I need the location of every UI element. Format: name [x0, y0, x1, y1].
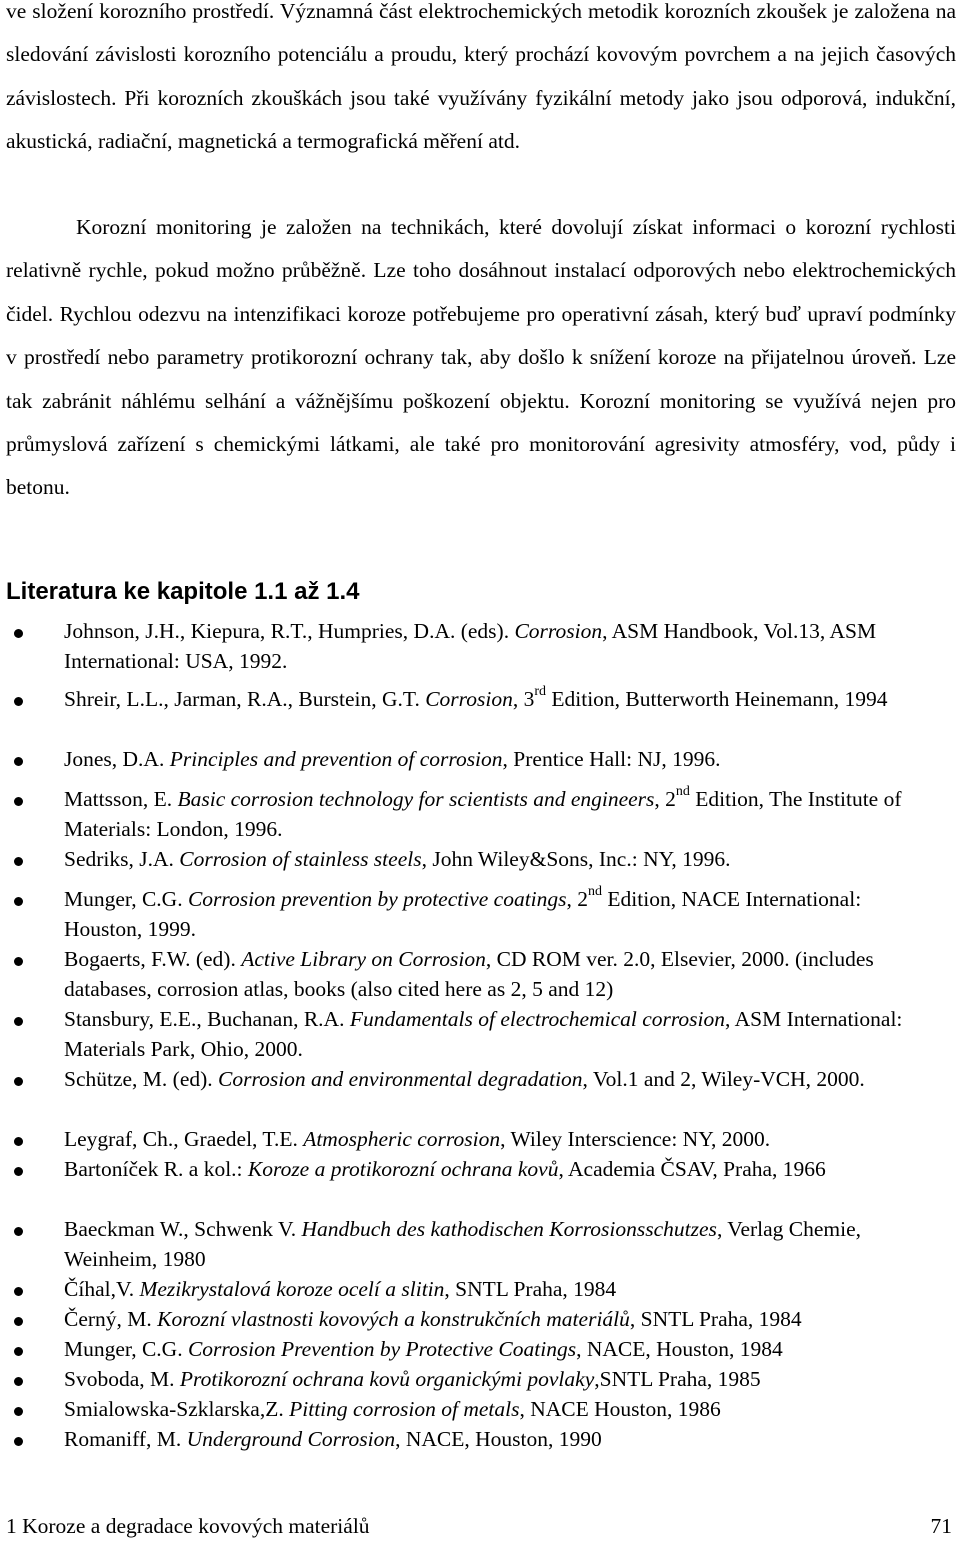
reference-title: Koroze a protikorozní ochrana kovů [247, 1157, 559, 1181]
reference-text [64, 1155, 934, 1185]
bullet-icon [14, 1437, 23, 1446]
reference-text [64, 945, 934, 1004]
reference-title: Corrosion Prevention by Protective Coatings [187, 1337, 577, 1361]
reference-authors: Schütze, M. (ed). [64, 1067, 219, 1091]
reference-authors: Bartoníček R. a kol.: [64, 1157, 248, 1181]
reference-authors: Shreir, L.L., Jarman, R.A., Burstein, G.T. [64, 687, 426, 711]
reference-title: Principles and prevention of corrosion [169, 747, 503, 771]
reference-authors: Mattsson, E. [64, 787, 178, 811]
reference-text [64, 1365, 934, 1395]
reference-authors: Bogaerts, F.W. (ed). [64, 947, 242, 971]
reference-details: , ASM Handbook, Vol.13, ASM International: USA, 1992. [64, 619, 877, 673]
reference-text [64, 1005, 934, 1064]
reference-authors: Baeckman W., Schwenk V. [64, 1217, 302, 1241]
reference-details: Edition, Butterworth Heinemann, 1994 [546, 687, 888, 711]
reference-text [64, 845, 934, 875]
reference-title: Corrosion and environmental degradation [218, 1067, 583, 1091]
reference-details: , Vol.1 and 2, Wiley-VCH, 2000. [582, 1067, 865, 1091]
reference-title: Basic corrosion technology for scientists and engineers [177, 787, 655, 811]
footer-chapter-title: 1 Koroze a degradace kovových materiálů [6, 1514, 370, 1538]
bullet-icon [14, 797, 23, 806]
reference-details: Edition, The Institute of Materials: London, 1996. [64, 787, 902, 841]
reference-text [64, 685, 934, 715]
ordinal-suffix: rd [534, 683, 546, 699]
reference-details: ,SNTL Praha, 1985 [594, 1367, 761, 1391]
reference-title: Protikorozní ochrana kovů organickými povlaky [179, 1367, 595, 1391]
reference-title: Corrosion of stainless steels [179, 847, 422, 871]
reference-authors: Romaniff, M. [64, 1427, 187, 1451]
bullet-icon [14, 897, 23, 906]
reference-details: , 3 [512, 687, 535, 711]
reference-title: Active Library on Corrosion [241, 947, 486, 971]
reference-text [64, 1215, 934, 1274]
reference-text [64, 1395, 934, 1425]
bullet-icon [14, 757, 23, 766]
body-paragraph: ve složení korozního prostředí. Významná část elektrochemických metodik korozních zkoušek je založena na sledování závislosti korozního potenciálu a proudu, který prochází kovovým povrchem a na jejich časových závislostech. Při korozních zkouškách jsou také využívány fyzikální metody jako jsou odporová, indukční, akustická, radiační, magnetická a termografická měření atd. [6, 0, 956, 154]
reference-authors: Smialowska-Szklarska,Z. [64, 1397, 290, 1421]
reference-title: Corrosion [425, 687, 513, 711]
bullet-icon [14, 1347, 23, 1356]
page-number: 71 [930, 1514, 952, 1538]
reference-title: Fundamentals of electrochemical corrosion [349, 1007, 726, 1031]
reference-authors: Svoboda, M. [64, 1367, 180, 1391]
reference-text [64, 617, 934, 676]
bullet-icon [14, 1077, 23, 1086]
reference-title: Atmospheric corrosion [303, 1127, 501, 1151]
reference-details: , Verlag Chemie, Weinheim, 1980 [64, 1217, 862, 1271]
bullet-icon [14, 1167, 23, 1176]
reference-details: , John Wiley&Sons, Inc.: NY, 1996. [421, 847, 731, 871]
reference-text [64, 1065, 934, 1095]
reference-authors: Černý, M. [64, 1307, 158, 1331]
reference-text [64, 1125, 934, 1155]
reference-authors: Munger, C.G. [64, 887, 188, 911]
reference-details: , Academia ČSAV, Praha, 1966 [558, 1157, 826, 1181]
bullet-icon [14, 1227, 23, 1236]
reference-title: Underground Corrosion [186, 1427, 396, 1451]
reference-text [64, 1275, 934, 1305]
bullet-icon [14, 1407, 23, 1416]
reference-details: , 2 [566, 887, 589, 911]
reference-details: , SNTL Praha, 1984 [629, 1307, 802, 1331]
reference-title: Pitting corrosion of metals [289, 1397, 520, 1421]
bullet-icon [14, 629, 23, 638]
reference-authors: Číhal,V. [64, 1277, 140, 1301]
bullet-icon [14, 1287, 23, 1296]
reference-details: , SNTL Praha, 1984 [444, 1277, 617, 1301]
reference-title: Mezikrystalová koroze ocelí a slitin [139, 1277, 445, 1301]
reference-details: , NACE, Houston, 1984 [576, 1337, 783, 1361]
reference-details: , 2 [654, 787, 676, 811]
reference-text [64, 1425, 934, 1455]
reference-authors: Johnson, J.H., Kiepura, R.T., Humpries, D.A. (eds). [64, 619, 515, 643]
ordinal-suffix: nd [588, 883, 603, 899]
reference-details: , CD ROM ver. 2.0, Elsevier, 2000. (includes databases, corrosion atlas, books (also cited here as 2, 5 and 12) [64, 947, 874, 1001]
bullet-icon [14, 1137, 23, 1146]
reference-title: Korozní vlastnosti kovových a konstrukčních materiálů [157, 1307, 630, 1331]
reference-details: Edition, NACE International: Houston, 1999. [64, 887, 862, 941]
reference-text [64, 885, 934, 944]
bullet-icon [14, 957, 23, 966]
bullet-icon [14, 857, 23, 866]
reference-authors: Jones, D.A. [64, 747, 170, 771]
reference-text [64, 1335, 934, 1365]
reference-text [64, 745, 934, 775]
reference-details: , ASM International: Materials Park, Ohio, 2000. [64, 1007, 903, 1061]
reference-details: , NACE Houston, 1986 [519, 1397, 721, 1421]
bullet-icon [14, 1377, 23, 1386]
bullet-icon [14, 697, 23, 706]
reference-authors: Leygraf, Ch., Graedel, T.E. [64, 1127, 304, 1151]
ordinal-suffix: nd [675, 783, 690, 799]
reference-authors: Munger, C.G. [64, 1337, 188, 1361]
bullet-icon [14, 1317, 23, 1326]
reference-text [64, 1305, 934, 1335]
reference-text [64, 785, 934, 844]
reference-details: , Prentice Hall: NJ, 1996. [502, 747, 721, 771]
reference-details: , NACE, Houston, 1990 [395, 1427, 602, 1451]
reference-authors: Stansbury, E.E., Buchanan, R.A. [64, 1007, 350, 1031]
reference-title: Handbuch des kathodischen Korrosionsschutzes [301, 1217, 717, 1241]
section-heading: Literatura ke kapitole 1.1 až 1.4 [6, 578, 360, 605]
reference-details: , Wiley Interscience: NY, 2000. [500, 1127, 771, 1151]
body-paragraph: Korozní monitoring je založen na technikách, které dovolují získat informaci o korozní rychlosti relativně rychle, pokud možno průběžně. Lze toho dosáhnout instalací odporových nebo elektrochemických čidel. Rychlou odezvu na intenzifikaci koroze potřebujeme pro operativní zásah, který buď upraví podmínky v prostředí nebo parametry protikorozní ochrany tak, aby došlo k snížení koroze na přijatelnou úroveň. Lze tak zabránit náhlému selhání a vážnějšímu poškození objektu. Korozní monitoring se využívá nejen pro průmyslová zařízení s chemickými látkami, ale také pro monitorování agresivity atmosféry, vod, půdy i betonu. [6, 215, 956, 500]
reference-title: Corrosion [514, 619, 603, 643]
reference-authors: Sedriks, J.A. [64, 847, 180, 871]
reference-title: Corrosion prevention by protective coatings [187, 887, 567, 911]
bullet-icon [14, 1017, 23, 1026]
